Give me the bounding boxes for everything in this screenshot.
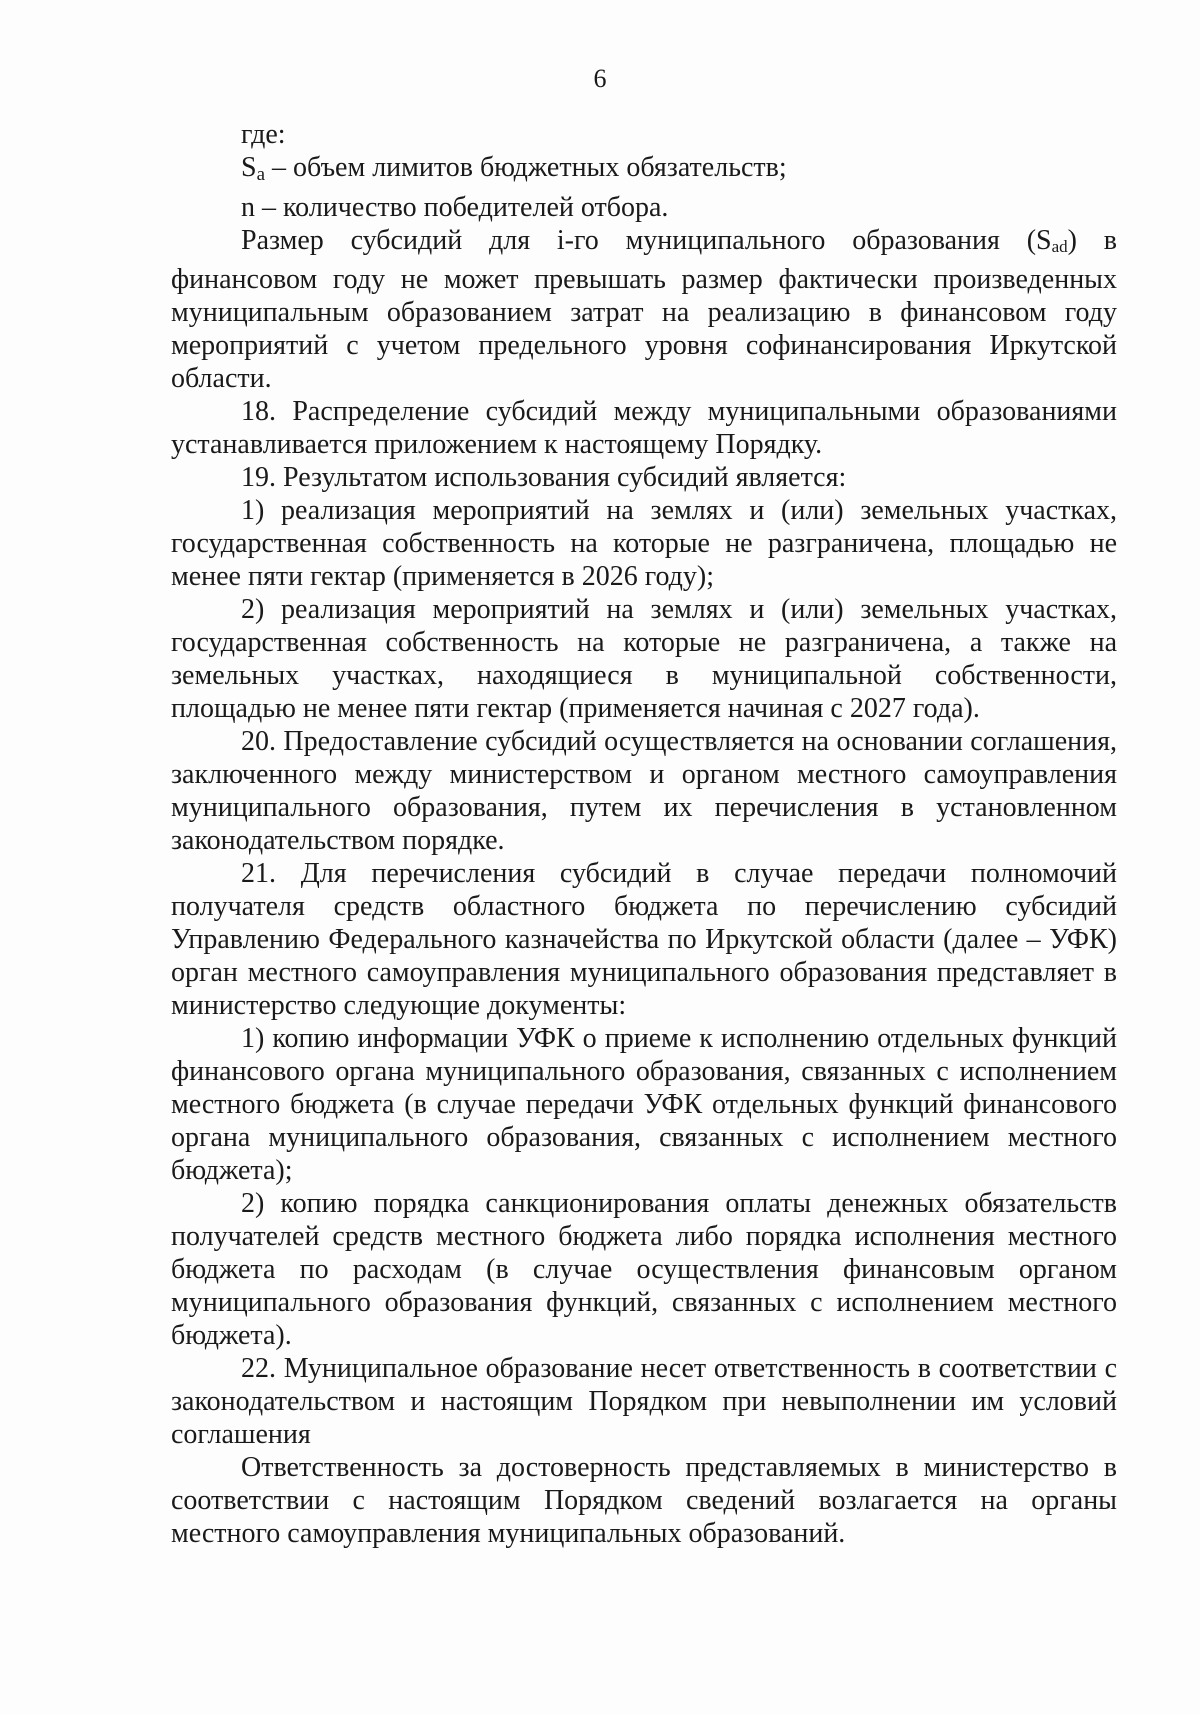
variable-sa-text: – объем лимитов бюджетных обязательств; [265,152,787,183]
paragraph-20: 20. Предоставление субсидий осуществляется на основании соглашения, заключенного между министерством и органом местного самоуправления муниципального образования, путем их перечисления в установленном законодательством порядке. [171,726,1117,856]
variable-sa-subscript: a [256,164,266,185]
paragraph-21-item-1: 1) копию информации УФК о приеме к исполнению отдельных функций финансового органа муниципального образования, связанных с исполнением местного бюджета (в случае передачи УФК отдельных функций финансового органа муниципального образования, связанных с исполнением местного бюджета); [171,1023,1117,1186]
paragraph-19: 19. Результатом использования субсидий является: [241,462,847,493]
subsidy-size-after: ) в финансовом году не может превышать размер фактически произведенных муниципальным образованием затрат на реализацию в финансовом году мероприятий с учетом предельного уровня софинансирования Иркутской области. [171,225,1117,394]
paragraph-21-item-2: 2) копию порядка санкционирования оплаты денежных обязательств получателей средств местного бюджета либо порядка исполнения местного бюджета по расходам (в случае осуществления финансовым органом муниципального образования функций, связанных с исполнением местного бюджета). [171,1188,1117,1351]
subsidy-size-subscript: ad [1051,237,1068,256]
variable-n-definition: n – количество победителей отбора. [241,192,669,223]
paragraph-18: 18. Распределение субсидий между муниципальными образованиями устанавливается приложением к настоящему Порядку. [171,396,1117,460]
subsidy-size-before: Размер субсидий для i-го муниципального образования (S [241,225,1052,256]
page-number: 6 [593,64,607,93]
paragraph-21: 21. Для перечисления субсидий в случае передачи полномочий получателя средств областного бюджета по перечислению субсидий Управлению Федерального казначейства по Иркутской области (далее – УФК) орган местного самоуправления муниципального образования представляет в министерство следующие документы: [171,858,1117,1021]
paragraph-19-item-1: 1) реализация мероприятий на землях и (или) земельных участках, государственная собственность на которые не разграничена, площадью не менее пяти гектар (применяется в 2026 году); [171,495,1117,592]
subsidy-size-paragraph [171,224,1117,395]
document-body [171,118,1117,1550]
variable-sa-definition [171,151,1117,191]
paragraph-19-item-2: 2) реализация мероприятий на землях и (или) земельных участках, государственная собственность на которые не разграничена, а также на земельных участках, находящиеся в муниципальной собственности, площадью не менее пяти гектар (применяется начиная с 2027 года). [171,594,1117,724]
where-label: где: [241,119,286,150]
variable-sa-symbol: S [241,152,257,183]
responsibility-paragraph: Ответственность за достоверность представляемых в министерство в соответствии с настоящим Порядком сведений возлагается на органы местного самоуправления муниципальных образований. [171,1452,1117,1549]
paragraph-22: 22. Муниципальное образование несет ответственность в соответствии с законодательством и настоящим Порядком при невыполнении им условий соглашения [171,1353,1117,1450]
